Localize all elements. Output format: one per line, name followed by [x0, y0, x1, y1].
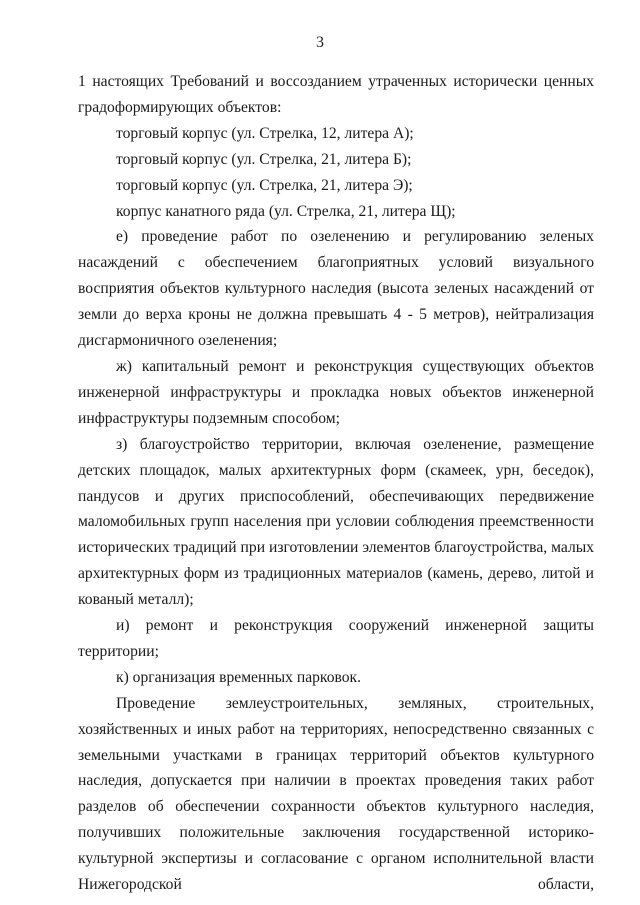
paragraph-item-e: е) проведение работ по озеленению и регулированию зеленых насаждений с обеспечением благоприятных условий визуального восприятия объектов культурного наследия (высота зеленых насаждений от земли до верха кроны не должна превышать 4 - 5 метров), нейтрализация дисгармоничного озеленения;: [78, 228, 594, 350]
paragraph-item-z: з) благоустройство территории, включая озеленение, размещение детских площадок, малых архитектурных форм (скамеек, урн, беседок), пандусов и других приспособлений, обеспечивающих передвижение маломобильных групп населения при условии соблюдения преемственности исторических традиций при изготовлении элементов благоустройства, малых архитектурных форм из традиционных материалов (камень, дерево, литой и кованый металл);: [78, 435, 594, 609]
list-item-building-b: торговый корпус (ул. Стрелка, 21, литера Б);: [116, 150, 412, 168]
paragraph-continuation: 1 настоящих Требований и воссозданием утраченных исторически ценных градоформирующих объектов:: [78, 73, 594, 116]
page-number: 3: [316, 34, 324, 51]
paragraph-works-requirements: Проведение землеустроительных, земляных, строительных, хозяйственных и иных работ на территориях, непосредственно связанных с земельными участками в границах территорий объектов культурного наследия, допускается при наличии в проектах проведения таких работ разделов об обеспечении сохранности объектов культурного наследия, получивших положительные заключения государственной историко-культурной экспертизы и согласование с органом исполнительной власти Нижегородской области,: [78, 694, 594, 894]
document-body: [78, 69, 594, 898]
paragraph-item-zh: ж) капитальный ремонт и реконструкция существующих объектов инженерной инфраструктуры и прокладка новых объектов инженерной инфраструктуры подземным способом;: [78, 357, 594, 427]
list-item-building-a: торговый корпус (ул. Стрелка, 12, литера А);: [116, 124, 414, 142]
paragraph-item-i: и) ремонт и реконструкция сооружений инженерной защиты территории;: [78, 617, 594, 660]
list-item-building-e: торговый корпус (ул. Стрелка, 21, литера Э);: [116, 176, 413, 194]
paragraph-item-k: к) организация временных парковок.: [116, 668, 362, 686]
list-item-rope-row: корпус канатного ряда (ул. Стрелка, 21, литера Щ);: [116, 202, 456, 220]
